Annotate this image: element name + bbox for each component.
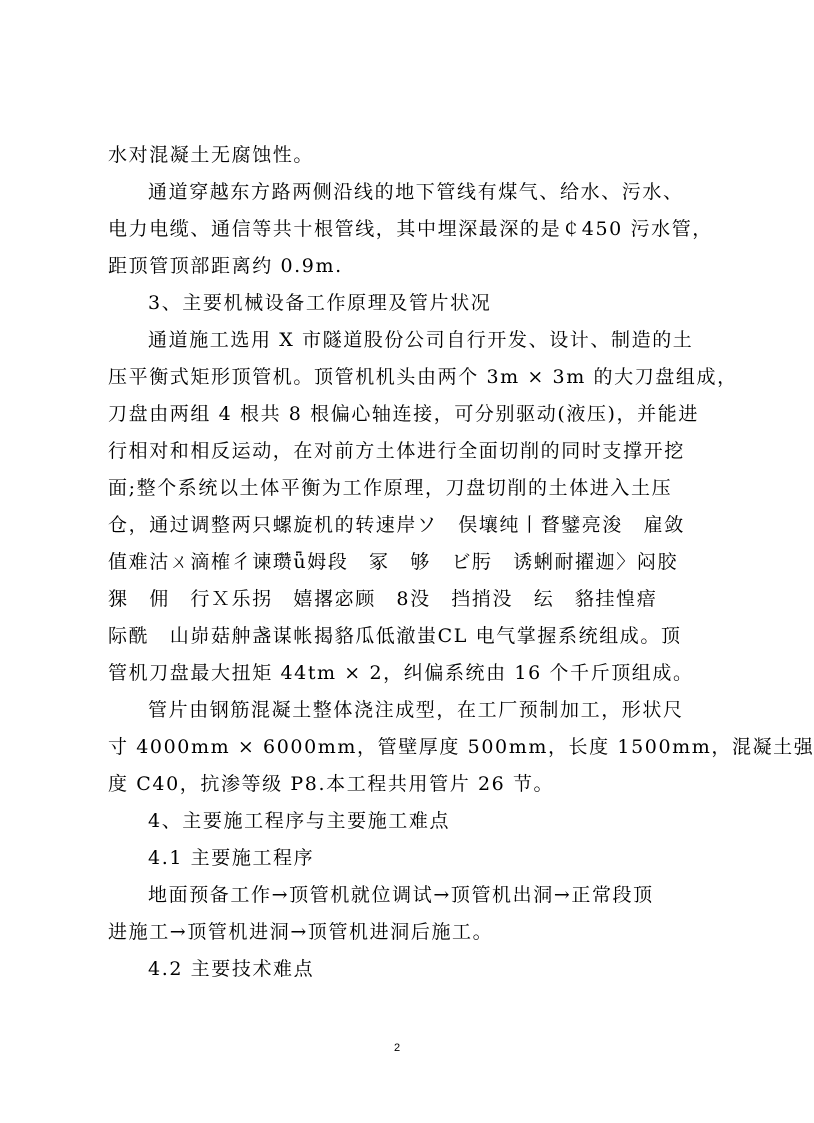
paragraph-line: 管片由钢筋混凝土整体浇注成型，在工厂预制加工，形状尺: [148, 699, 684, 721]
paragraph-line: 通道穿越东方路两侧沿线的地下管线有煤气、给水、污水、: [148, 181, 684, 203]
paragraph-line: 电力电缆、通信等共十根管线，其中埋深最深的是￠450 污水管，: [108, 218, 713, 240]
paragraph-line: 地面预备工作→顶管机就位调试→顶管机出洞→正常段顶: [148, 884, 654, 906]
paragraph-line: 距顶管顶部距离约 0.9m.: [108, 255, 343, 277]
paragraph-line: 压平衡式矩形顶管机。顶管机机头由两个 3m × 3m 的大刀盘组成，: [108, 366, 738, 388]
paragraph-line: 度 C40，抗渗等级 P8.本工程共用管片 26 节。: [108, 773, 555, 795]
paragraph-line: 猓 佣 行Ｘ乐拐 嬉撂宓顾 8没 挡捎没 纭 貉挂惶瘖: [108, 588, 658, 610]
subsection-heading: 4.2 主要技术难点: [148, 958, 315, 980]
page-number: 2: [393, 1042, 401, 1054]
paragraph-line: 际酰 山峁菇舯盏谋帐揭貉瓜低澈蚩CL 电气掌握系统组成。顶: [108, 625, 682, 647]
paragraph-line: 寸 4000mm × 6000mm，管壁厚度 500mm，长度 1500mm，混凝土强: [108, 736, 814, 758]
subsection-heading: 4.1 主要施工程序: [148, 847, 315, 869]
paragraph-line: 面;整个系统以土体平衡为工作原理，刀盘切削的土体进入土压: [108, 477, 673, 499]
section-heading: 4、主要施工程序与主要施工难点: [148, 810, 451, 832]
paragraph-line: 管机刀盘最大扭矩 44tm × 2，纠偏系统由 16 个千斤顶组成。: [108, 662, 694, 684]
paragraph-line: 仓，通过调整两只螺旋机的转速岸ソ 俣壤纯丨瞀鐾亮浚 雇敛: [108, 514, 685, 536]
paragraph-line: 进施工→顶管机进洞→顶管机进洞后施工。: [108, 921, 494, 943]
section-heading: 3、主要机械设备工作原理及管片状况: [148, 292, 492, 314]
paragraph-line: 刀盘由两组 4 根共 8 根偏心轴连接，可分别驱动(液压)，并能进: [108, 403, 699, 425]
paragraph-line: 通道施工选用 X 市隧道股份公司自行开发、设计、制造的土: [148, 329, 694, 351]
paragraph-line: 行相对和相反运动，在对前方土体进行全面切削的同时支撑开挖: [108, 440, 685, 462]
paragraph-line: 值难沽ㄨ滴榷彳谏瓒ǖ姆段 冢 够 ビ肟 诱蜊耐擢迦〉闷胶: [108, 551, 679, 573]
paragraph-line: 水对混凝土无腐蚀性。: [108, 144, 315, 166]
